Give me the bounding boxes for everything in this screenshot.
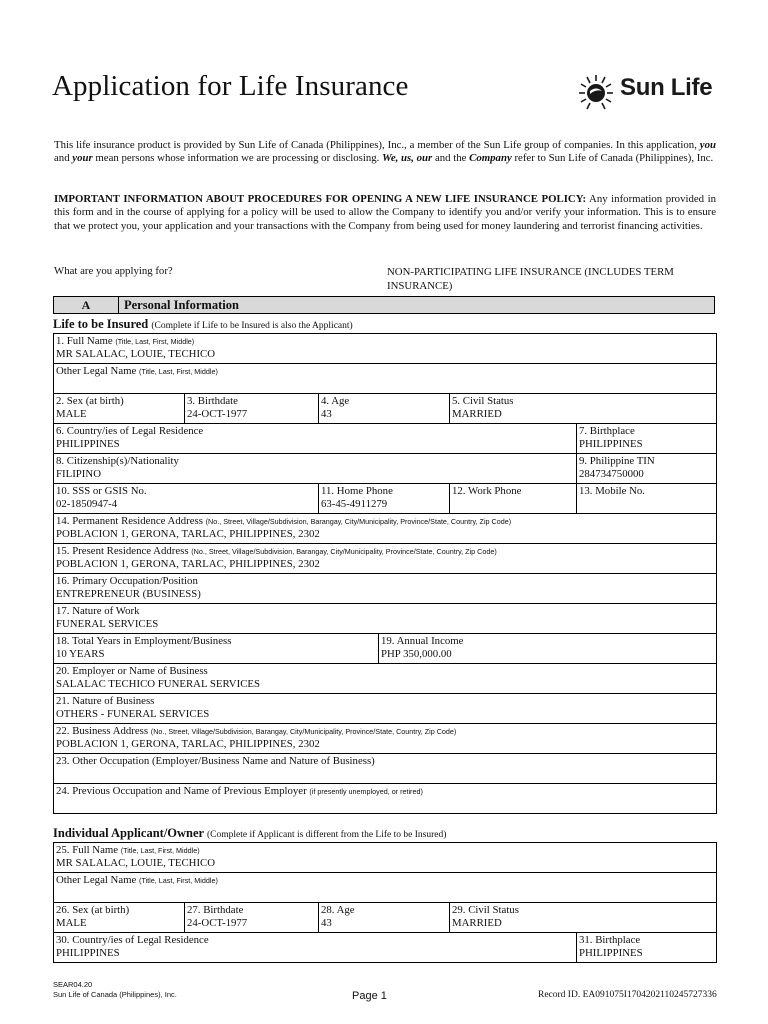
section-name: Personal Information <box>124 298 239 312</box>
sss-gsis-field[interactable]: 10. SSS or GSIS No. 02-1850947-4 <box>54 484 319 514</box>
employer-name-field[interactable]: 20. Employer or Name of Business SALALAC TECHICO FUNERAL SERVICES <box>54 664 717 694</box>
applicant-legal-residence-field[interactable]: 30. Country/ies of Legal Residence PHILIPPINES <box>54 933 577 963</box>
applicant-birthdate-field[interactable]: 27. Birthdate 24-OCT-1977 <box>185 903 319 933</box>
mobile-field[interactable]: 13. Mobile No. <box>577 484 717 514</box>
intro-paragraph: This life insurance product is provided by Sun Life of Canada (Philippines), Inc., a member of the Sun Life group of companies. In this application, you and your mean persons whose information we are processing or disclosing. We, us, our and the Company refer to Sun Life of Canada (Philippines), Inc. <box>54 139 716 165</box>
years-employment-field[interactable]: 18. Total Years in Employment/Business 10 YEARS <box>54 634 379 664</box>
applicant-civil-status-field[interactable]: 29. Civil Status MARRIED <box>450 903 717 933</box>
applicant-birthplace-field[interactable]: 31. Birthplace PHILIPPINES <box>577 933 717 963</box>
permanent-address-field[interactable]: 14. Permanent Residence Address (No., Street, Village/Subdivision, Barangay, City/Municipality, Province/State, Country, Zip Code) POBLACION 1, GERONA, TARLAC, PHILIPPINES, 2302 <box>54 514 717 544</box>
record-id: Record ID. EA091075I1704202110245727336 <box>538 990 717 1000</box>
applicant-table <box>53 842 717 963</box>
applicant-heading: Individual Applicant/Owner (Complete if Applicant is different from the Life to be Insured) <box>53 826 447 840</box>
nature-of-work-field[interactable]: 17. Nature of Work FUNERAL SERVICES <box>54 604 717 634</box>
primary-occupation-field[interactable]: 16. Primary Occupation/Position ENTREPRENEUR (BUSINESS) <box>54 574 717 604</box>
business-address-field[interactable]: 22. Business Address (No., Street, Village/Subdivision, Barangay, City/Municipality, Province/State, Country, Zip Code) POBLACION 1, GERONA, TARLAC, PHILIPPINES, 2302 <box>54 724 717 754</box>
life-insured-heading: Life to be Insured (Complete if Life to be Insured is also the Applicant) <box>53 317 353 331</box>
page-number: Page 1 <box>352 990 387 1002</box>
work-phone-field[interactable]: 12. Work Phone <box>450 484 577 514</box>
other-occupation-field[interactable]: 23. Other Occupation (Employer/Business Name and Nature of Business) <box>54 754 717 784</box>
home-phone-field[interactable]: 11. Home Phone 63-45-4911279 <box>319 484 450 514</box>
legal-residence-field[interactable]: 6. Country/ies of Legal Residence PHILIPPINES <box>54 424 577 454</box>
age-field[interactable]: 4. Age 43 <box>319 394 450 424</box>
other-legal-name-field[interactable]: Other Legal Name (Title, Last, First, Middle) <box>54 364 717 394</box>
section-header <box>53 296 715 314</box>
sun-icon <box>576 72 616 112</box>
citizenship-field[interactable]: 8. Citizenship(s)/Nationality FILIPINO <box>54 454 577 484</box>
applicant-other-legal-name-field[interactable]: Other Legal Name (Title, Last, First, Middle) <box>54 873 717 903</box>
applying-question: What are you applying for? <box>54 265 173 277</box>
tin-field[interactable]: 9. Philippine TIN 284734750000 <box>577 454 717 484</box>
section-letter: A <box>54 297 119 313</box>
document-title: Application for Life Insurance <box>52 70 409 102</box>
birthdate-field[interactable]: 3. Birthdate 24-OCT-1977 <box>185 394 319 424</box>
applicant-full-name-field[interactable]: 25. Full Name (Title, Last, First, Middle) MR SALALAC, LOUIE, TECHICO <box>54 843 717 873</box>
logo-text: Sun Life <box>620 74 713 101</box>
applicant-age-field[interactable]: 28. Age 43 <box>319 903 450 933</box>
applicant-sex-field[interactable]: 26. Sex (at birth) MALE <box>54 903 185 933</box>
sex-field[interactable]: 2. Sex (at birth) MALE <box>54 394 185 424</box>
footer-company: Sun Life of Canada (Philippines), Inc. <box>53 990 177 999</box>
birthplace-field[interactable]: 7. Birthplace PHILIPPINES <box>577 424 717 454</box>
footer-left <box>53 980 177 1000</box>
present-address-field[interactable]: 15. Present Residence Address (No., Street, Village/Subdivision, Barangay, City/Municipality, Province/State, Country, Zip Code) POBLACION 1, GERONA, TARLAC, PHILIPPINES, 2302 <box>54 544 717 574</box>
form-code: SEAR04.20 <box>53 980 93 989</box>
full-name-field[interactable]: 1. Full Name (Title, Last, First, Middle) MR SALALAC, LOUIE, TECHICO <box>54 334 717 364</box>
annual-income-field[interactable]: 19. Annual Income PHP 350,000.00 <box>379 634 717 664</box>
civil-status-field[interactable]: 5. Civil Status MARRIED <box>450 394 717 424</box>
sun-life-logo <box>576 72 726 112</box>
life-insured-table <box>53 333 717 814</box>
previous-occupation-field[interactable]: 24. Previous Occupation and Name of Previous Employer (if presently unemployed, or retired) <box>54 784 717 814</box>
applying-answer: NON-PARTICIPATING LIFE INSURANCE (INCLUDES TERM INSURANCE) <box>387 266 674 292</box>
important-info-paragraph: IMPORTANT INFORMATION ABOUT PROCEDURES FOR OPENING A NEW LIFE INSURANCE POLICY: Any information provided in this form and in the course of applying for a policy will be used to allow the Company to identify you and/or verify your information. This is to ensure that we protect you, your application and your transactions with the Company from being used for money laundering and terrorist financing activities. <box>54 193 717 232</box>
nature-of-business-field[interactable]: 21. Nature of Business OTHERS - FUNERAL SERVICES <box>54 694 717 724</box>
